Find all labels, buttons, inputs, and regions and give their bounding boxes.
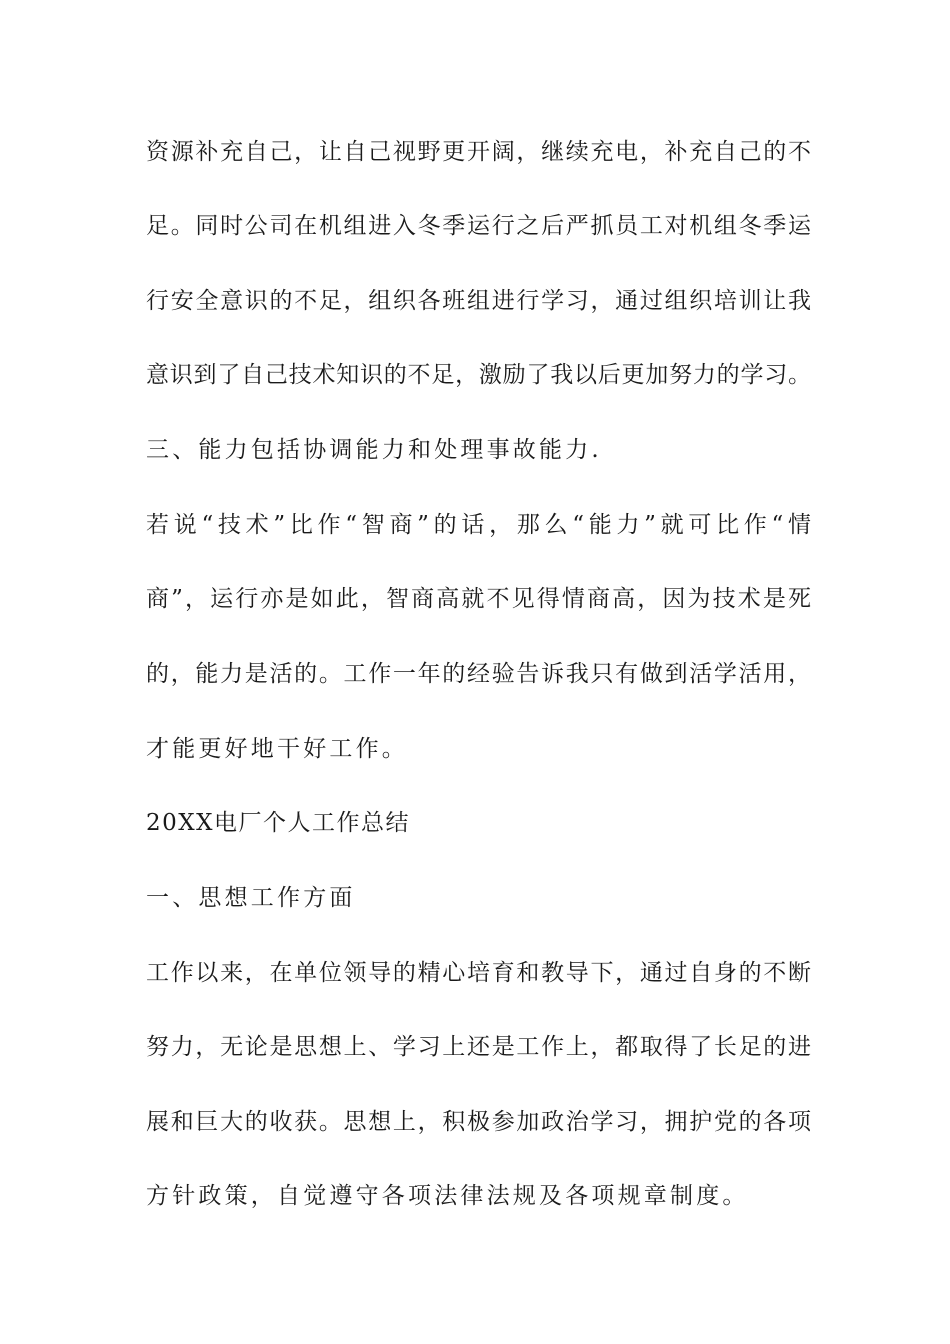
- text-line: 才能更好地干好工作。: [146, 736, 408, 762]
- text-line: 足。同时公司在机组进入冬季运行之后严抓员工对机组冬季运: [146, 213, 811, 239]
- text-line: 方针政策，自觉遵守各项法律法规及各项规章制度。: [146, 1183, 749, 1209]
- text-line: 的，能力是活的。工作一年的经验告诉我只有做到活学活用，: [146, 661, 811, 687]
- section-heading: 一、思想工作方面: [146, 885, 356, 911]
- text-line: 工作以来，在单位领导的精心培育和教导下，通过自身的不断: [146, 960, 811, 986]
- document-title: 20XX电厂个人工作总结: [146, 810, 411, 836]
- text-line: 商”，运行亦是如此，智商高就不见得情商高，因为技术是死: [146, 586, 811, 612]
- text-line: 努力，无论是思想上、学习上还是工作上，都取得了长足的进: [146, 1034, 811, 1060]
- text-line: 资源补充自己，让自己视野更开阔，继续充电，补充自己的不: [146, 139, 811, 165]
- text-line: 行安全意识的不足，组织各班组进行学习，通过组织培训让我: [146, 288, 811, 314]
- text-line: 若说“技术”比作“智商”的话，那么“能力”就可比作“情: [146, 512, 811, 538]
- text-line: 意识到了自己技术知识的不足，激励了我以后更加努力的学习。: [146, 362, 811, 388]
- text-line: 展和巨大的收获。思想上，积极参加政治学习，拥护党的各项: [146, 1109, 811, 1135]
- section-heading: 三、能力包括协调能力和处理事故能力.: [146, 437, 602, 463]
